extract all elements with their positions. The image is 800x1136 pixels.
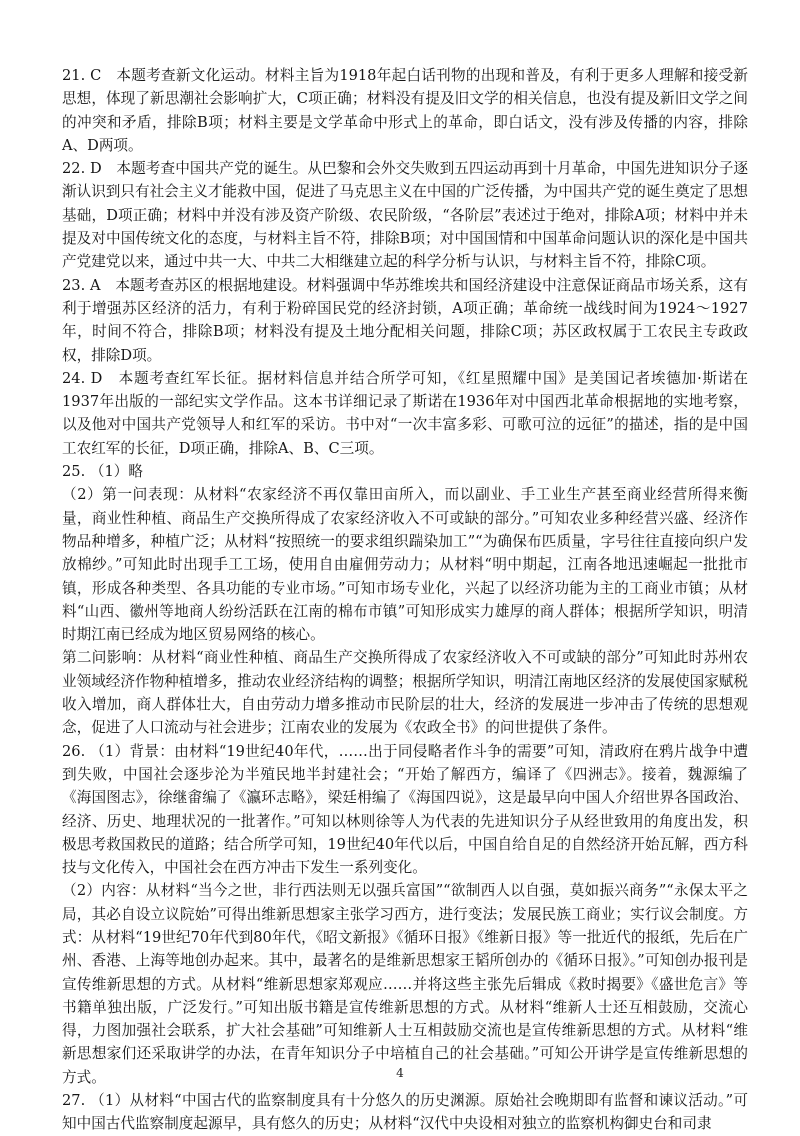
paragraph-26-1: 26. （1）背景：由材料“19世纪40年代，……出于同侵略者作斗争的需要”可知，清政府在鸦片战争中遭到失败，中国社会逐步沦为半殖民地半封建社会；“开始了解西方，编译了《四洲志》。接着，魏源编了《海国图志》，徐继畬编了《瀛环志略》，梁廷枏编了《海国四说》，这是最早向中国人介绍世界各国政治、经济、历史、地理状况的一批著作。”可知以林则徐等人为代表的先进知识分子从经世致用的角度出发，积极思考救国救民的道路；结合所学可知，19世纪40年代以后，中国自给自足的自然经济开始瓦解，西方科技与文化传入，中国社会在西方冲击下发生一系列变化。: [62, 742, 748, 877]
page-number: 4: [396, 1066, 404, 1080]
paragraph-27-1: 27. （1）从材料“中国古代的监察制度具有十分悠久的历史渊源。原始社会晚期即有监督和谏议活动。”可知中国古代监察制度起源早，具有悠久的历史；从材料“汉代中央设相对独立的监察机构御史台和司隶: [62, 1092, 748, 1133]
paragraph-22: 22. D 本题考查中国共产党的诞生。从巴黎和会外交失败到五四运动再到十月革命，中国先进知识分子逐渐认识到只有社会主义才能救中国，促进了马克思主义在中国的广泛传播，为中国共产党的诞生奠定了思想基础，D项正确；材料中并没有涉及资产阶级、农民阶级，“各阶层”表述过于绝对，排除A项；材料中并未提及对中国传统文化的态度，与材料主旨不符，排除B项；对中国国情和中国革命问题认识的深化是中国共产党建党以来，通过中共一大、中共二大相继建立起的科学分析与认识，与材料主旨不符，排除C项。: [62, 160, 748, 271]
answer-text: [62, 64, 748, 1136]
paragraph-21: 21. C 本题考查新文化运动。材料主旨为1918年起白话刊物的出现和普及，有利于更多人理解和接受新思想，体现了新思潮社会影响扩大，C项正确；材料没有提及旧文学的相关信息，也没有提及新旧文学之间的冲突和矛盾，排除B项；材料主要是文学革命中形式上的革命，即白话文，没有涉及传播的内容，排除A、D两项。: [62, 67, 748, 154]
paragraph-25-1: 25. （1）略: [62, 463, 143, 481]
paragraph-26-2: （2）内容：从材料“当今之世，非行西法则无以强兵富国”“欲制西人以自强，莫如振兴商务”“永保太平之局，其必自设立议院始”可得出维新思想家主张学习西方，进行变法；发展民族工商业；实行议会制度。方式：从材料“19世纪70年代到80年代，《昭文新报》《循环日报》《维新日报》等一批近代的报纸，先后在广州、香港、上海等地创办起来。其中，最著名的是维新思想家王韬所创办的《循环日报》。”可知创办报刊是宣传维新思想的方式。从材料“维新思想家郑观应……并将这些主张先后辑成《救时揭要》《盛世危言》等书籍单独出版，广泛发行。”可知出版书籍是宣传维新思想的方式。从材料“维新人士还互相鼓励，交流心得，力图加强社会联系，扩大社会基础”可知维新人士互相鼓励交流也是宣传维新思想的方式。从材料“维新思想家们还采取讲学的办法，在青年知识分子中培植自己的社会基础。”可知公开讲学是宣传维新思想的方式。: [62, 882, 748, 1086]
paragraph-25-2: （2）第一问表现：从材料“农家经济不再仅靠田亩所入，而以副业、手工业生产甚至商业经营所得来衡量，商业性种植、商品生产交换所得成了农家经济收入不可或缺的部分。”可知农业多种经营兴盛、经济作物品种增多，种植广泛；从材料“按照统一的要求组织踹染加工”“为确保布匹质量，字号往往直接向织户发放棉纱。”可知此时出现手工工场，使用自由雇佣劳动力；从材料“明中期起，江南各地迅速崛起一批批市镇，形成各种类型、各具功能的专业市场。”可知市场专业化，兴起了以经济功能为主的工商业市镇；从材料“山西、徽州等地商人纷纷活跃在江南的棉布市镇”可知形成实力雄厚的商人群体；根据所学知识，明清时期江南已经成为地区贸易网络的核心。: [62, 486, 748, 644]
paragraph-24: 24. D 本题考查红军长征。据材料信息并结合所学可知，《红星照耀中国》是美国记者埃德加·斯诺在1937年出版的一部纪实文学作品。这本书详细记录了斯诺在1936年对中国西北革命根据地的实地考察，以及他对中国共产党领导人和红军的采访。书中对“一次丰富多彩、可歌可泣的远征”的描述，指的是中国工农红军的长征，D项正确，排除A、B、C三项。: [62, 369, 748, 457]
paragraph-25-2-influence: 第二问影响：从材料“商业性种植、商品生产交换所得成了农家经济收入不可或缺的部分”可知此时苏州农业领域经济作物种植增多，推动农业经济结构的调整；根据所学知识，明清江南地区经济的发展使国家赋税收入增加，商人群体壮大，自由劳动力增多推动市民阶层的壮大，经济的发展进一步冲击了传统的思想观念，促进了人口流动与社会进步；江南农业的发展为《农政全书》的问世提供了条件。: [62, 649, 748, 737]
paragraph-23: 23. A 本题考查苏区的根据地建设。材料强调中华苏维埃共和国经济建设中注意保证商品市场关系，这有利于增强苏区经济的活力，有利于粉碎国民党的经济封锁，A项正确；革命统一战线时间为1924～1927年，时间不符合，排除B项；材料没有提及土地分配相关问题，排除C项；苏区政权属于工农民主专政政权，排除D项。: [62, 276, 748, 364]
